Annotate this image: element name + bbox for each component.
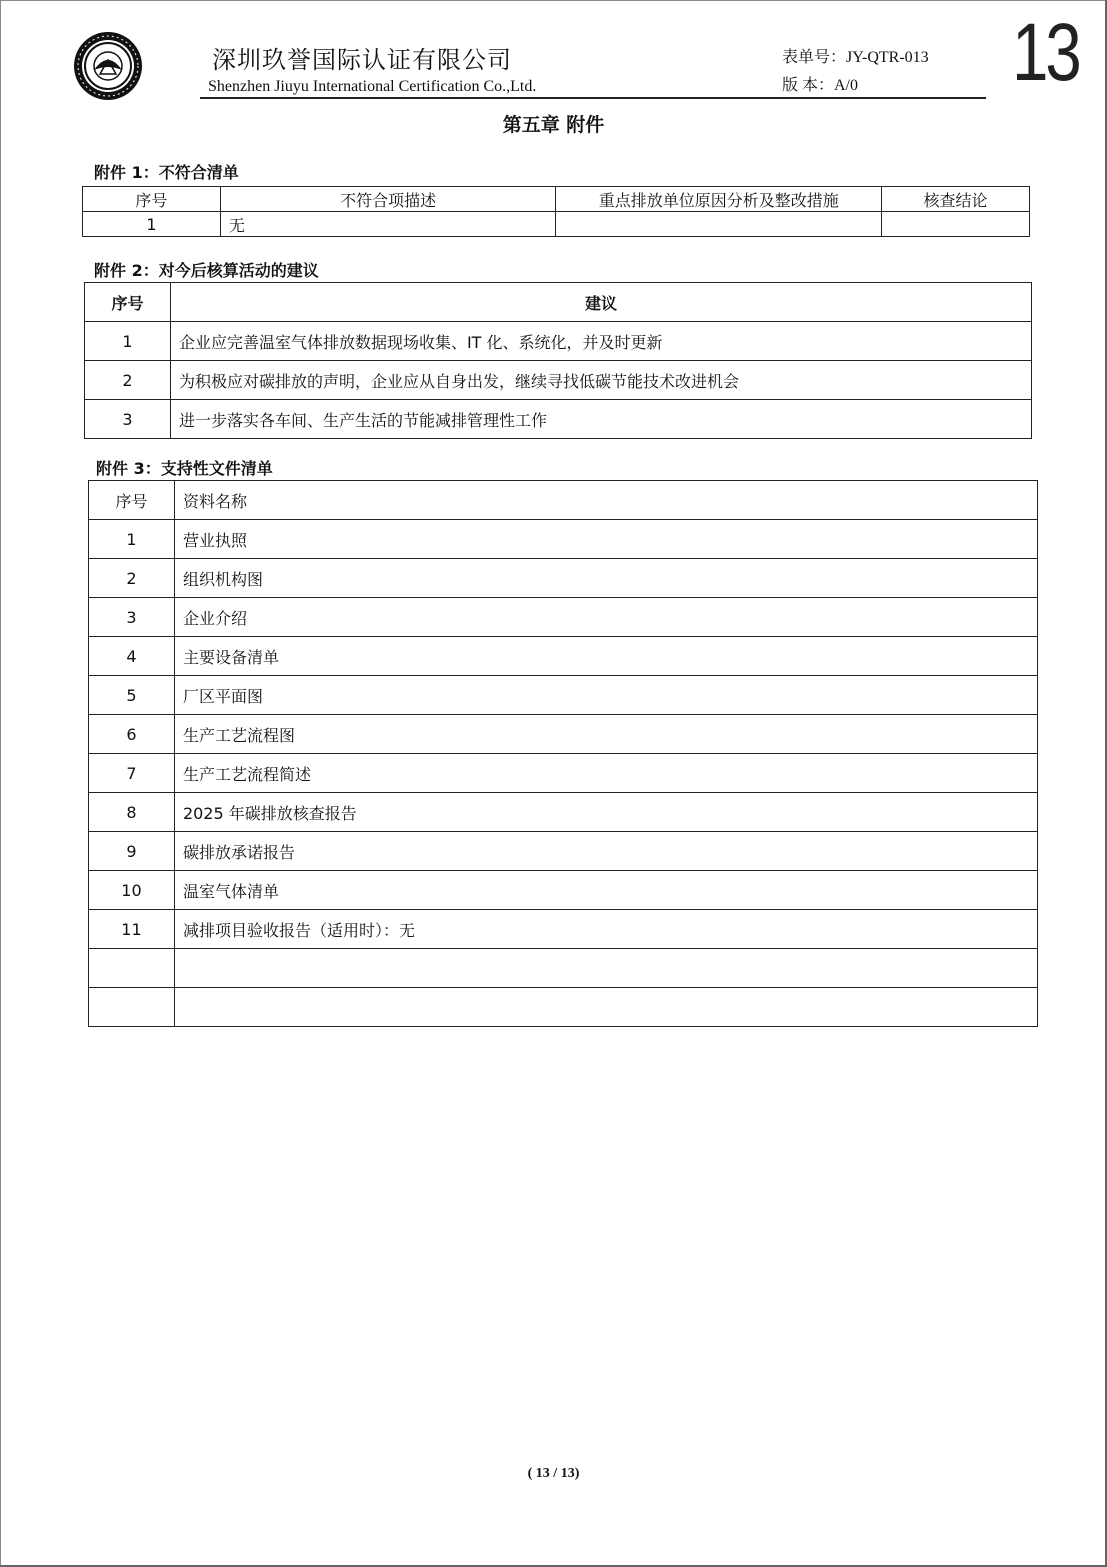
row-document: 企业介绍 xyxy=(174,598,1037,637)
table-row xyxy=(89,832,1038,871)
page-border-top xyxy=(0,0,1107,1)
row-document: 营业执照 xyxy=(174,520,1037,559)
row-number: 1 xyxy=(83,212,221,237)
table-row xyxy=(89,676,1038,715)
row-number: 11 xyxy=(89,910,175,949)
company-logo-icon xyxy=(72,30,144,102)
company-name-cn: 深圳玖誉国际认证有限公司 xyxy=(212,46,512,74)
row-document xyxy=(174,988,1037,1027)
row-description: 无 xyxy=(220,212,556,237)
table-row xyxy=(85,361,1032,400)
page-mark: 13 xyxy=(1012,7,1079,98)
attachment1-title: 附件 1：不符合清单 xyxy=(94,163,239,182)
table-row xyxy=(83,212,1030,237)
row-number: 3 xyxy=(85,400,171,439)
suggestions-table xyxy=(84,282,1032,439)
header-cell: 建议 xyxy=(170,283,1031,322)
row-document: 温室气体清单 xyxy=(174,871,1037,910)
row-number: 2 xyxy=(89,559,175,598)
table-row xyxy=(89,559,1038,598)
row-document: 2025 年碳排放核查报告 xyxy=(174,793,1037,832)
table-row xyxy=(89,637,1038,676)
row-document: 主要设备清单 xyxy=(174,637,1037,676)
table-row xyxy=(85,400,1032,439)
header-cell: 核查结论 xyxy=(882,187,1030,212)
row-number: 4 xyxy=(89,637,175,676)
row-number: 1 xyxy=(85,322,171,361)
form-number: 表单号：JY-QTR-013 xyxy=(782,49,929,66)
table-row xyxy=(89,520,1038,559)
row-document: 组织机构图 xyxy=(174,559,1037,598)
table-header-row xyxy=(89,481,1038,520)
table-row xyxy=(89,910,1038,949)
table-row xyxy=(89,793,1038,832)
nonconformity-table xyxy=(82,186,1030,237)
row-document: 厂区平面图 xyxy=(174,676,1037,715)
chapter-title: 第五章 附件 xyxy=(502,114,605,136)
header-cell: 序号 xyxy=(85,283,171,322)
row-number: 8 xyxy=(89,793,175,832)
table-header-row xyxy=(85,283,1032,322)
row-number: 3 xyxy=(89,598,175,637)
row-document xyxy=(174,949,1037,988)
row-document: 减排项目验收报告（适用时）：无 xyxy=(174,910,1037,949)
header-cell: 重点排放单位原因分析及整改措施 xyxy=(556,187,882,212)
row-conclusion xyxy=(882,212,1030,237)
table-row xyxy=(89,715,1038,754)
table-row xyxy=(89,871,1038,910)
attachment2-title: 附件 2：对今后核算活动的建议 xyxy=(94,261,319,280)
table-row xyxy=(89,598,1038,637)
version: 版 本：A/0 xyxy=(782,77,859,94)
row-number: 9 xyxy=(89,832,175,871)
row-number xyxy=(89,949,175,988)
header-cell: 序号 xyxy=(89,481,175,520)
header-rule xyxy=(200,97,986,99)
company-name-en: Shenzhen Jiuyu International Certification Co.,Ltd. xyxy=(208,78,537,95)
table-row xyxy=(89,988,1038,1027)
header-cell: 资料名称 xyxy=(174,481,1037,520)
header-cell: 不符合项描述 xyxy=(220,187,556,212)
row-document: 生产工艺流程图 xyxy=(174,715,1037,754)
row-suggestion: 企业应完善温室气体排放数据现场收集、IT 化、系统化，并及时更新 xyxy=(170,322,1031,361)
row-number: 5 xyxy=(89,676,175,715)
row-number: 7 xyxy=(89,754,175,793)
row-document: 生产工艺流程简述 xyxy=(174,754,1037,793)
header-cell: 序号 xyxy=(83,187,221,212)
row-document: 碳排放承诺报告 xyxy=(174,832,1037,871)
page-footer: ( 13 / 13) xyxy=(527,1466,580,1481)
page-border-left xyxy=(0,0,1,1567)
row-analysis xyxy=(556,212,882,237)
table-row xyxy=(89,754,1038,793)
supporting-documents-table xyxy=(88,480,1038,1027)
row-number: 2 xyxy=(85,361,171,400)
attachment3-title: 附件 3：支持性文件清单 xyxy=(96,459,273,478)
row-suggestion: 为积极应对碳排放的声明，企业应从自身出发，继续寻找低碳节能技术改进机会 xyxy=(170,361,1031,400)
row-number: 1 xyxy=(89,520,175,559)
row-number: 6 xyxy=(89,715,175,754)
row-number: 10 xyxy=(89,871,175,910)
table-row xyxy=(89,949,1038,988)
row-suggestion: 进一步落实各车间、生产生活的节能减排管理性工作 xyxy=(170,400,1031,439)
row-number xyxy=(89,988,175,1027)
table-row xyxy=(85,322,1032,361)
table-header-row xyxy=(83,187,1030,212)
